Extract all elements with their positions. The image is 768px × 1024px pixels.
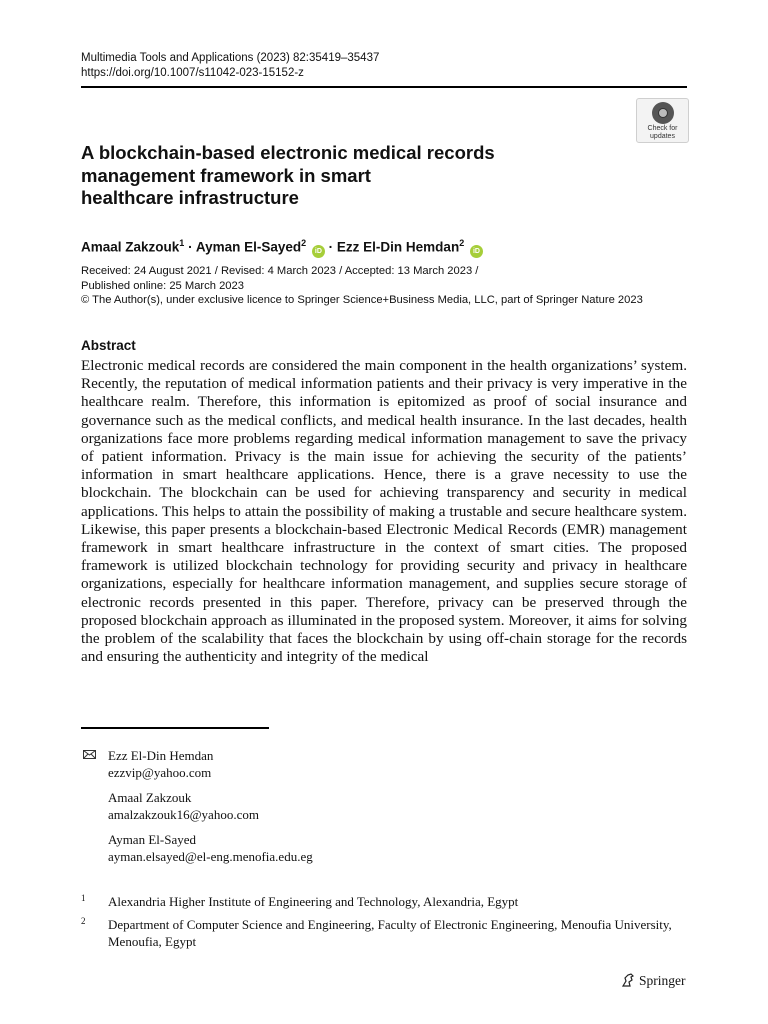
paper-title xyxy=(81,142,621,210)
footnote-rule xyxy=(81,727,269,729)
author-name[interactable]: Amaal Zakzouk xyxy=(81,239,180,255)
author-affil: 2 xyxy=(459,238,465,248)
contact-name: Ayman El-Sayed xyxy=(108,832,196,847)
orcid-icon[interactable]: iD xyxy=(470,245,483,258)
title-line-2: management framework in smart xyxy=(81,164,371,186)
author-affil: 2 xyxy=(301,238,307,248)
affiliation-number: 2 xyxy=(81,916,86,926)
author-name[interactable]: Ayman El-Sayed xyxy=(195,239,302,255)
contact-block xyxy=(81,831,313,865)
title-line-3: healthcare infrastructure xyxy=(81,187,299,208)
copyright-line: © The Author(s), under exclusive licence to Springer Science+Business Media, LLC, part of Springer Nature 2023 xyxy=(81,294,643,306)
crossmark-icon xyxy=(652,102,674,124)
envelope-icon xyxy=(83,750,96,759)
badge-line-1: Check for xyxy=(647,125,678,132)
badge-label xyxy=(637,125,688,141)
contact-email[interactable]: amalzakzouk16@yahoo.com xyxy=(108,807,259,822)
affiliation-item xyxy=(81,916,687,950)
affiliation-text: Alexandria Higher Institute of Engineering and Technology, Alexandria, Egypt xyxy=(108,894,519,909)
contact-list xyxy=(81,747,313,873)
journal-citation: Multimedia Tools and Applications (2023) 82:35419–35437 xyxy=(81,52,380,64)
author-name[interactable]: Ezz El-Din Hemdan xyxy=(336,239,460,255)
affiliation-text: Department of Computer Science and Engineering, Faculty of Electronic Engineering, Menoufia University, Menoufia, Egypt xyxy=(108,917,672,949)
contact-block xyxy=(81,747,313,781)
publisher-name: Springer xyxy=(639,973,686,988)
doi-link[interactable]: https://doi.org/10.1007/s11042-023-15152-z xyxy=(81,67,304,79)
affiliation-item xyxy=(81,893,687,910)
contact-email[interactable]: ayman.elsayed@el-eng.menofia.edu.eg xyxy=(108,849,313,864)
badge-line-2: updates xyxy=(650,133,675,140)
affiliation-list xyxy=(81,893,687,956)
abstract-heading: Abstract xyxy=(81,338,136,353)
publication-dates xyxy=(81,264,643,308)
author-separator: · xyxy=(188,239,196,255)
header-rule xyxy=(81,86,687,88)
author-separator: · xyxy=(328,239,337,255)
contact-block xyxy=(81,789,313,823)
contact-name: Amaal Zakzouk xyxy=(108,790,192,805)
abstract-text: Electronic medical records are considered the main component in the health organizations’ system. Recently, the reputation of medical information patients and their privacy is very imperative in the healthcare realm. Therefore, this information is epitomized as proof of social insurance and governance such as the medical conflicts, and medical health insurance. In the last decades, health organizations face more problems regarding medical information management to save the privacy of patient information. Privacy is the main issue for achieving the security of the patients’ information in smart healthcare applications. Hence, there is a grave necessity to use the blockchain. The blockchain can be used for achieving transparency and security in medical applications. This helps to attain the possibility of making a trustable and secure healthcare system. Likewise, this paper presents a blockchain-based Electronic Medical Records (EMR) management framework in smart healthcare infrastructure in the context of smart cities. The proposed framework is utilized blockchain technology for providing security and privacy in healthcare organizations, especially for healthcare information management, and supplies secure storage of electronic records presented in this paper. Therefore, privacy can be preserved through the proposed blockchain approach as illuminated in the proposed system. Moreover, it aims for solving the problem of the scalability that faces the blockchain by using off-chain storage for the records and ensuring the authenticity and integrity of the medical xyxy=(81,357,687,666)
title-line-1: A blockchain-based electronic medical records xyxy=(81,142,495,163)
journal-header xyxy=(81,51,379,81)
dates-line-2: Published online: 25 March 2023 xyxy=(81,279,244,292)
springer-horse-icon xyxy=(620,972,636,988)
orcid-icon[interactable]: iD xyxy=(312,245,325,258)
publisher-logo xyxy=(620,972,686,990)
contact-name: Ezz El-Din Hemdan xyxy=(108,748,214,763)
author-affil: 1 xyxy=(179,238,185,248)
contact-email[interactable]: ezzvip@yahoo.com xyxy=(108,765,212,780)
check-for-updates-badge[interactable] xyxy=(636,98,689,143)
dates-line-1: Received: 24 August 2021 / Revised: 4 March 2023 / Accepted: 13 March 2023 / xyxy=(81,265,479,277)
author-list xyxy=(81,234,483,258)
affiliation-number: 1 xyxy=(81,893,86,903)
